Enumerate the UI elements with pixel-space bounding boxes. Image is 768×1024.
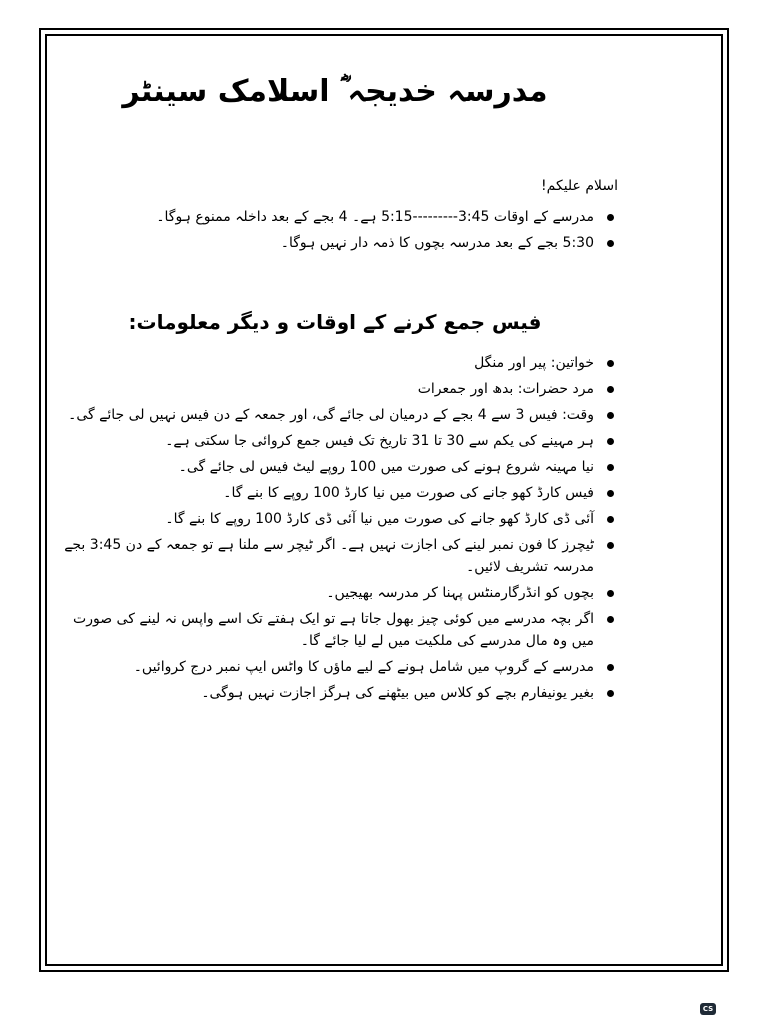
bullet-icon	[607, 590, 614, 597]
camscanner-logo-icon: CS	[700, 1003, 716, 1015]
bullet-icon	[607, 542, 614, 549]
bullet-icon	[607, 464, 614, 471]
list-item-text: وقت: فیس 3 سے 4 بجے کے درمیان لی جائے گی، اور جمعہ کے دن فیس نہیں لی جائے گی۔	[68, 407, 594, 423]
bullet-icon	[607, 412, 614, 419]
list-item	[52, 352, 618, 374]
bullet-icon	[607, 214, 614, 221]
document-title: مدرسہ خدیجہ ؓ اسلامک سینٹر	[122, 74, 548, 109]
list-item-text: آئی ڈی کارڈ کھو جانے کی صورت میں نیا آئی ڈی کارڈ 100 روپے کا بنے گا۔	[165, 511, 594, 527]
list-item-text: مرد حضرات: بدھ اور جمعرات	[417, 381, 594, 397]
list-item-text: 5:30 بجے کے بعد مدرسہ بچوں کا ذمہ دار نہیں ہوگا۔	[280, 235, 594, 251]
list-item	[52, 430, 618, 452]
list-item	[52, 482, 618, 504]
list-item-text: خواتین: پیر اور منگل	[474, 355, 594, 371]
list-item-text: فیس کارڈ کھو جانے کی صورت میں نیا کارڈ 100 روپے کا بنے گا۔	[223, 485, 594, 501]
timing-list	[52, 206, 618, 258]
list-item-text: بچوں کو انڈرگارمنٹس پہنا کر مدرسہ بھیجیں۔	[326, 585, 594, 601]
bullet-icon	[607, 438, 614, 445]
bullet-icon	[607, 386, 614, 393]
list-item-text: بغیر یونیفارم بچے کو کلاس میں بیٹھنے کی ہرگز اجازت نہیں ہوگی۔	[201, 685, 594, 701]
list-item-text: اگر بچہ مدرسے میں کوئی چیز بھول جاتا ہے تو ایک ہفتے تک اسے واپس نہ لینے کی صورت میں وہ مال مدرسے کی ملکیت میں لے لیا جائے گا۔	[73, 611, 594, 649]
list-item	[52, 508, 618, 530]
bullet-icon	[607, 616, 614, 623]
list-item	[52, 378, 618, 400]
list-item-text: نیا مہینہ شروع ہونے کی صورت میں 100 روپے لیٹ فیس لی جائے گی۔	[178, 459, 594, 475]
list-item-text: مدرسے کے گروپ میں شامل ہونے کے لیے ماؤں کا واٹس ایپ نمبر درج کروائیں۔	[133, 659, 594, 675]
list-item	[52, 232, 618, 254]
list-item	[52, 456, 618, 478]
bullet-icon	[607, 490, 614, 497]
bullet-icon	[607, 516, 614, 523]
bullet-icon	[607, 664, 614, 671]
list-item	[52, 682, 618, 704]
list-item	[52, 404, 618, 426]
list-item-text: ٹیچرز کا فون نمبر لینے کی اجازت نہیں ہے۔ اگر ٹیچر سے ملنا ہے تو جمعہ کے دن 3:45 بجے مدرسہ تشریف لائیں۔	[64, 537, 594, 575]
list-item	[52, 656, 618, 678]
list-item	[52, 582, 618, 604]
bullet-icon	[607, 360, 614, 367]
greeting-text: اسلام علیکم!	[541, 178, 618, 194]
bullet-icon	[607, 690, 614, 697]
fee-info-list	[52, 352, 618, 708]
list-item-text: مدرسے کے اوقات 3:45---------5:15 ہے۔ 4 بجے کے بعد داخلہ ممنوع ہوگا۔	[156, 209, 594, 225]
list-item	[52, 206, 618, 228]
list-item-text: ہر مہینے کی یکم سے 30 تا 31 تاریخ تک فیس جمع کروائی جا سکتی ہے۔	[165, 433, 594, 449]
list-item	[52, 534, 618, 578]
fees-heading: فیس جمع کرنے کے اوقات و دیگر معلومات:	[128, 310, 542, 334]
list-item	[52, 608, 618, 652]
bullet-icon	[607, 240, 614, 247]
